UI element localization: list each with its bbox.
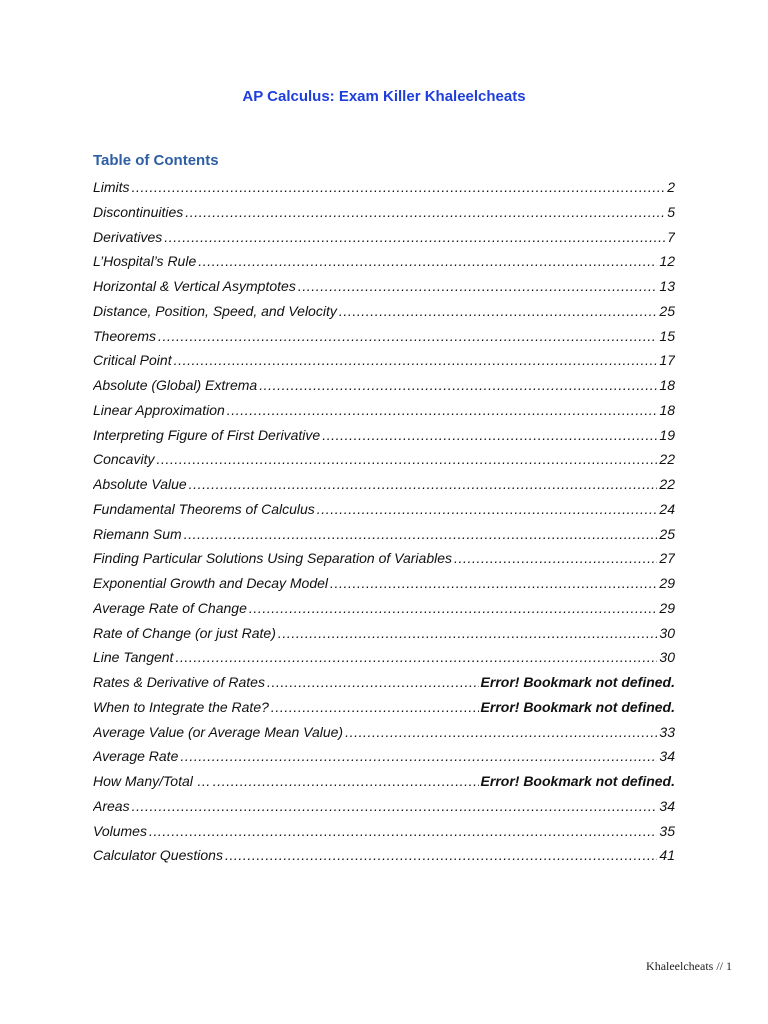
- toc-entry-page: 24: [659, 500, 675, 517]
- dot-leader: [198, 253, 657, 269]
- toc-entry[interactable]: [93, 204, 675, 229]
- dot-leader: [180, 748, 657, 764]
- toc-entry[interactable]: [93, 303, 675, 328]
- dot-leader: [184, 526, 658, 542]
- toc-entry[interactable]: [93, 352, 675, 377]
- dot-leader: [317, 501, 658, 517]
- toc-entry-label: Theorems: [93, 327, 157, 344]
- toc-entry[interactable]: [93, 699, 675, 724]
- toc-entry-page: 41: [659, 847, 675, 864]
- toc-entry[interactable]: [93, 451, 675, 476]
- dot-leader: [339, 303, 658, 319]
- toc-entry-label: Critical Point: [93, 352, 172, 369]
- toc-entry[interactable]: [93, 748, 675, 773]
- toc-entry-label: Exponential Growth and Decay Model: [93, 575, 329, 591]
- toc-entry-label: Horizontal & Vertical Asymptotes: [93, 278, 296, 294]
- toc-entry-page: 22: [659, 476, 675, 492]
- toc-entry-label: Derivatives: [93, 228, 163, 245]
- toc-entry-label: Fundamental Theorems of Calculus: [93, 500, 315, 517]
- toc-entry[interactable]: [93, 600, 675, 625]
- toc-entry[interactable]: [93, 476, 675, 501]
- toc-entry-label: Discontinuities: [93, 203, 184, 220]
- toc-entry-label: Interpreting Figure of First Derivative: [93, 426, 321, 443]
- toc-entry-page: 27: [659, 550, 675, 567]
- dot-leader: [278, 625, 658, 641]
- toc-entry[interactable]: [93, 823, 675, 848]
- dot-leader: [149, 823, 657, 839]
- toc-entry-page: 22: [659, 451, 675, 468]
- toc-entry[interactable]: [93, 798, 675, 823]
- dot-leader: [185, 204, 665, 220]
- dot-leader: [175, 649, 657, 665]
- toc-entry-page: 25: [659, 525, 675, 542]
- dot-leader: [213, 773, 479, 789]
- toc-entry-label: L’Hospital’s Rule: [93, 253, 197, 270]
- toc-entry-label: Rates & Derivative of Rates: [93, 674, 265, 690]
- toc-entry-label: Limits: [93, 179, 130, 195]
- toc-entry[interactable]: [93, 649, 675, 674]
- page-footer: Khaleelcheats // 1: [646, 959, 732, 973]
- toc-entry-label: Absolute (Global) Extrema: [93, 377, 258, 393]
- toc-heading: Table of Contents: [93, 152, 219, 169]
- dot-leader: [267, 674, 479, 690]
- toc-entry-label: Areas: [93, 797, 130, 814]
- toc-entry[interactable]: [93, 847, 675, 872]
- dot-leader: [271, 699, 479, 715]
- toc-entry-label: Rate of Change (or just Rate): [93, 624, 276, 641]
- dot-leader: [249, 600, 658, 616]
- dot-leader: [158, 328, 657, 344]
- toc-entry-page: 2: [667, 179, 675, 195]
- toc-entry-page: 7: [667, 228, 675, 245]
- dot-leader: [345, 724, 657, 740]
- toc-entry[interactable]: [93, 328, 675, 353]
- dot-leader: [156, 451, 657, 467]
- toc-entry-label: Line Tangent: [93, 649, 174, 666]
- toc-entry-page: 17: [659, 352, 675, 369]
- toc-entry[interactable]: [93, 773, 675, 798]
- toc-entry-label: Volumes: [93, 822, 147, 839]
- toc-entry-page: 18: [659, 377, 675, 393]
- toc-entry[interactable]: [93, 575, 675, 600]
- toc-entry[interactable]: [93, 501, 675, 526]
- toc-entry-page: 25: [659, 302, 675, 319]
- document-title: AP Calculus: Exam Killer Khaleelcheats: [242, 88, 526, 105]
- toc-entry-error: Error! Bookmark not defined.: [480, 698, 675, 715]
- dot-leader: [132, 798, 658, 814]
- toc-entry-page: 29: [659, 599, 675, 616]
- toc-entry-label: Linear Approximation: [93, 401, 225, 418]
- dot-leader: [330, 575, 657, 591]
- toc-entry-error: Error! Bookmark not defined.: [480, 773, 675, 789]
- table-of-contents: [93, 179, 675, 872]
- dot-leader: [259, 377, 657, 393]
- toc-entry[interactable]: [93, 278, 675, 303]
- toc-entry-label: Average Value (or Average Mean Value): [93, 723, 344, 740]
- toc-entry-label: Distance, Position, Speed, and Velocity: [93, 302, 337, 319]
- dot-leader: [322, 427, 657, 443]
- dot-leader: [164, 229, 665, 245]
- dot-leader: [454, 550, 657, 566]
- toc-entry-label: How Many/Total …: [93, 773, 211, 789]
- toc-entry-label: When to Integrate the Rate?: [93, 698, 269, 715]
- toc-entry-page: 5: [667, 203, 675, 220]
- toc-entry-page: 33: [659, 723, 675, 740]
- toc-entry-page: 30: [659, 624, 675, 641]
- toc-entry[interactable]: [93, 526, 675, 551]
- toc-entry-label: Absolute Value: [93, 476, 187, 492]
- dot-leader: [189, 476, 658, 492]
- toc-entry-label: Finding Particular Solutions Using Separation of Variables: [93, 550, 453, 567]
- toc-entry-page: 34: [659, 797, 675, 814]
- toc-entry[interactable]: [93, 402, 675, 427]
- dot-leader: [298, 278, 658, 294]
- toc-entry-label: Concavity: [93, 451, 155, 468]
- toc-entry[interactable]: [93, 724, 675, 749]
- dot-leader: [174, 352, 658, 368]
- toc-entry[interactable]: [93, 179, 675, 204]
- toc-entry-page: 19: [659, 426, 675, 443]
- toc-entry-page: 12: [659, 253, 675, 270]
- toc-entry-page: 15: [659, 327, 675, 344]
- toc-entry-error: Error! Bookmark not defined.: [480, 674, 675, 690]
- toc-entry[interactable]: [93, 550, 675, 575]
- toc-entry[interactable]: [93, 229, 675, 254]
- toc-entry-label: Riemann Sum: [93, 525, 182, 542]
- toc-entry[interactable]: [93, 625, 675, 650]
- toc-entry-page: 13: [659, 278, 675, 294]
- toc-entry[interactable]: [93, 674, 675, 699]
- dot-leader: [227, 402, 658, 418]
- toc-entry[interactable]: [93, 377, 675, 402]
- toc-entry-page: 29: [659, 575, 675, 591]
- toc-entry[interactable]: [93, 427, 675, 452]
- toc-entry[interactable]: [93, 253, 675, 278]
- dot-leader: [225, 847, 657, 863]
- toc-entry-page: 34: [659, 748, 675, 765]
- toc-entry-label: Average Rate: [93, 748, 179, 765]
- toc-entry-page: 18: [659, 401, 675, 418]
- toc-entry-label: Average Rate of Change: [93, 599, 247, 616]
- toc-entry-label: Calculator Questions: [93, 847, 223, 864]
- dot-leader: [132, 179, 666, 195]
- toc-entry-page: 35: [659, 822, 675, 839]
- toc-entry-page: 30: [659, 649, 675, 666]
